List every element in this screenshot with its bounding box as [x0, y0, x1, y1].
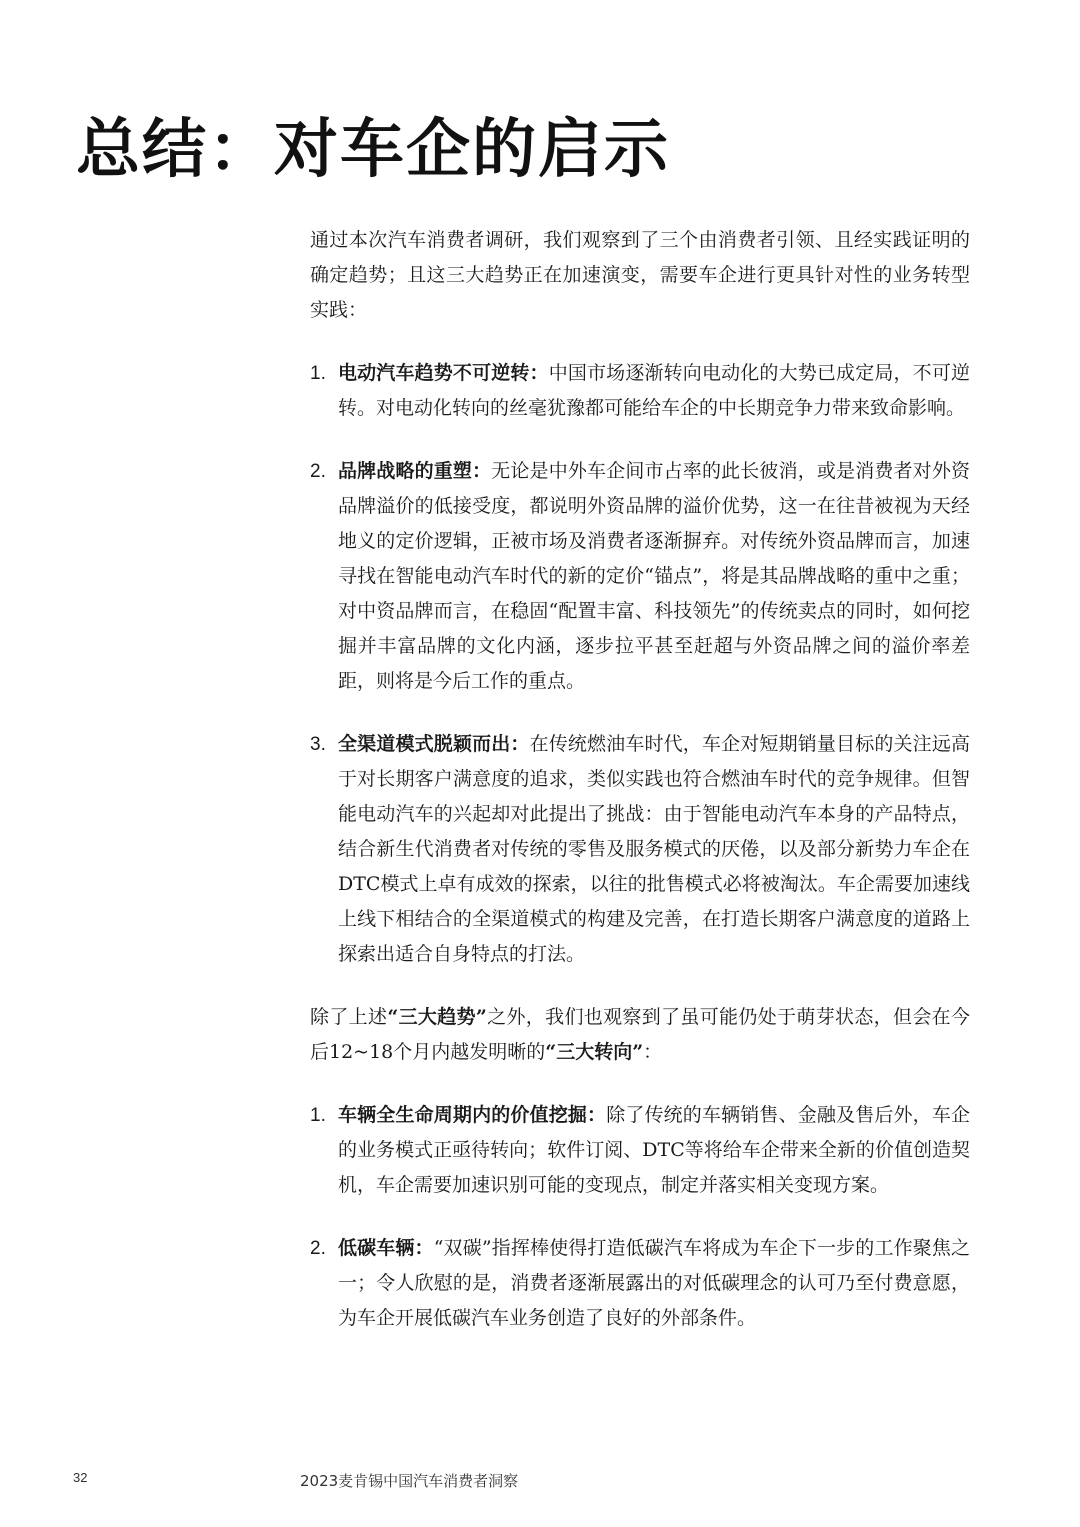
page-number: 32	[73, 1470, 88, 1485]
body-content	[310, 223, 970, 1364]
item-text: 除了传统的车辆销售、金融及售后外，车企的业务模式正亟待转向；软件订阅、DTC等将给车企带来全新的价值创造契机，车企需要加速识别可能的变现点，制定并落实相关变现方案。	[338, 1104, 970, 1196]
list-item	[310, 1231, 970, 1336]
item-text: 在传统燃油车时代，车企对短期销量目标的关注远高于对长期客户满意度的追求，类似实践也符合燃油车时代的竞争规律。但智能电动汽车的兴起却对此提出了挑战：由于智能电动汽车本身的产品特点，结合新生代消费者对传统的零售及服务模式的厌倦，以及部分新势力车企在DTC模式上卓有成效的探索，以往的批售模式必将被淘汰。车企需要加速线上线下相结合的全渠道模式的构建及完善，在打造长期客户满意度的道路上探索出适合自身特点的打法。	[338, 733, 970, 965]
trends-list	[310, 356, 970, 972]
list-number: 1.	[310, 363, 326, 384]
list-item	[310, 454, 970, 699]
list-number: 3.	[310, 734, 326, 755]
page-footer	[0, 1470, 1080, 1492]
item-text: “双碳”指挥棒使得打造低碳汽车将成为车企下一步的工作聚焦之一；令人欣慰的是，消费者逐渐展露出的对低碳理念的认可乃至付费意愿，为车企开展低碳汽车业务创造了良好的外部条件。	[338, 1237, 970, 1329]
item-lead: 品牌战略的重塑：	[338, 460, 492, 482]
list-item	[310, 1098, 970, 1203]
item-lead: 电动汽车趋势不可逆转：	[338, 362, 549, 384]
bridge-text: 除了上述	[310, 1006, 388, 1028]
item-lead: 低碳车辆：	[338, 1237, 434, 1259]
item-text: 无论是中外车企间市占率的此长彼消，或是消费者对外资品牌溢价的低接受度，都说明外资品牌的溢价优势，这一在往昔被视为天经地义的定价逻辑，正被市场及消费者逐渐摒弃。对传统外资品牌而言，加速寻找在智能电动汽车时代的新的定价“锚点”，将是其品牌战略的重中之重；对中资品牌而言，在稳固“配置丰富、科技领先”的传统卖点的同时，如何挖掘并丰富品牌的文化内涵，逐步拉平甚至赶超与外资品牌之间的溢价率差距，则将是今后工作的重点。	[338, 460, 970, 692]
item-lead: 全渠道模式脱颖而出：	[338, 733, 530, 755]
bridge-highlight: “三大转向”	[545, 1041, 644, 1063]
list-item	[310, 727, 970, 972]
list-number: 1.	[310, 1105, 326, 1126]
shifts-list	[310, 1098, 970, 1336]
bridge-paragraph	[310, 1000, 970, 1070]
bridge-highlight: “三大趋势”	[387, 1006, 487, 1028]
list-number: 2.	[310, 1238, 326, 1259]
bridge-text: ：	[643, 1041, 663, 1063]
intro-paragraph: 通过本次汽车消费者调研，我们观察到了三个由消费者引领、且经实践证明的确定趋势；且这三大趋势正在加速演变，需要车企进行更具针对性的业务转型实践：	[310, 229, 970, 321]
bridge-text: 之外，我们也观察到了虽可能仍处于萌芽状态，但会在今后12~18个月内越发明晰的	[310, 1006, 970, 1063]
list-number: 2.	[310, 461, 326, 482]
item-lead: 车辆全生命周期内的价值挖掘：	[338, 1104, 607, 1126]
item-text: 中国市场逐渐转向电动化的大势已成定局，不可逆转。对电动化转向的丝毫犹豫都可能给车企的中长期竞争力带来致命影响。	[338, 362, 970, 419]
page-title: 总结：对车企的启示	[76, 112, 670, 187]
report-title: 2023麦肯锡中国汽车消费者洞察	[300, 1472, 519, 1490]
list-item	[310, 356, 970, 426]
